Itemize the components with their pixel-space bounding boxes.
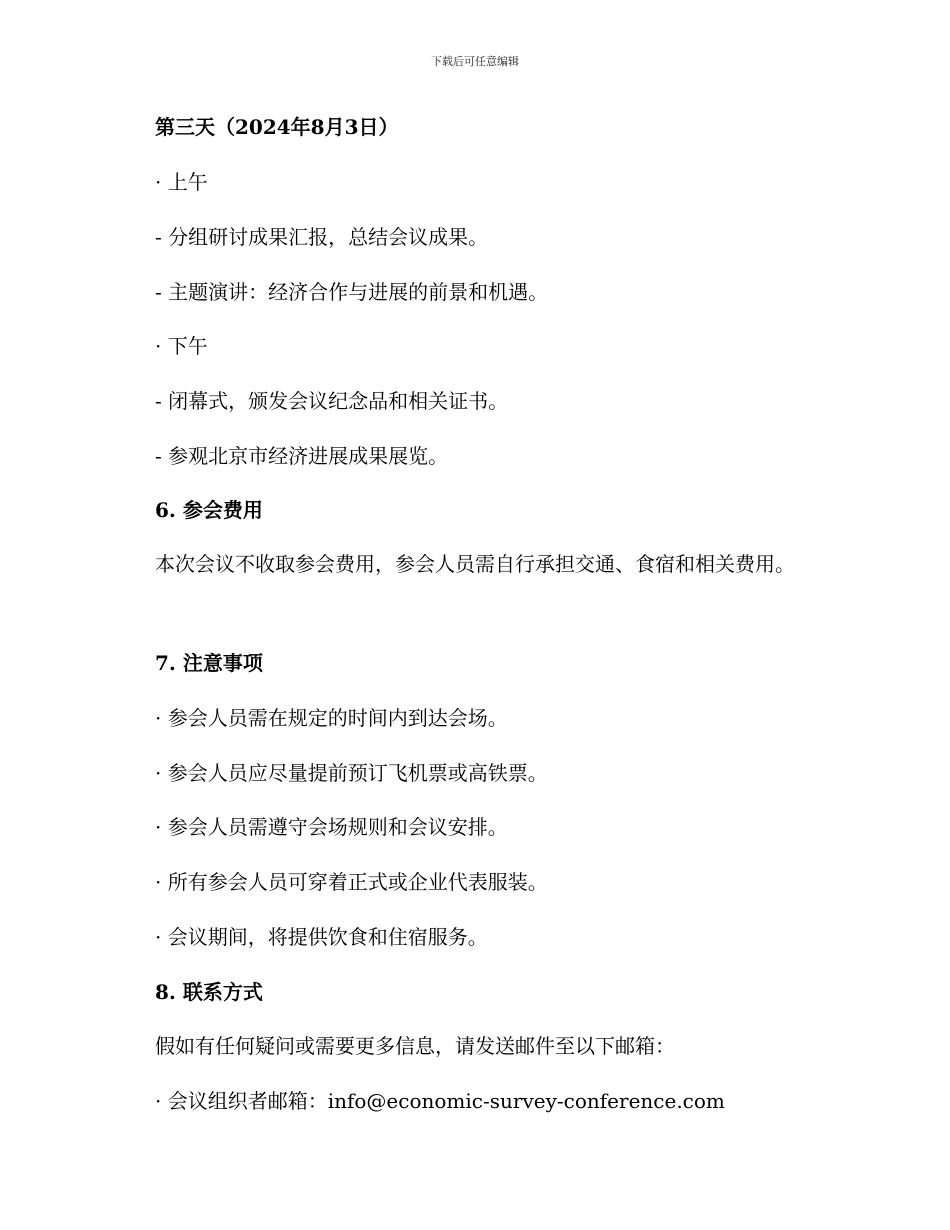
day3-title: 第三天（2024年8月3日） <box>155 115 399 139</box>
page-header: 下载后可任意编辑 <box>431 55 519 68</box>
list-item: · 参会人员需遵守会场规则和会议安排。 <box>155 815 508 839</box>
list-item: - 分组研讨成果汇报，总结会议成果。 <box>155 225 489 249</box>
contact-intro: 假如有任何疑问或需要更多信息，请发送邮件至以下邮箱： <box>155 1034 675 1058</box>
section-title-contact: 8. 联系方式 <box>155 980 263 1004</box>
section-title-fees: 6. 参会费用 <box>155 498 263 522</box>
list-item: - 参观北京市经济进展成果展览。 <box>155 444 449 468</box>
fees-body: 本次会议不收取参会费用，参会人员需自行承担交通、食宿和相关费用。 <box>155 552 795 576</box>
list-item: · 参会人员需在规定的时间内到达会场。 <box>155 706 508 730</box>
list-item: - 主题演讲：经济合作与进展的前景和机遇。 <box>155 280 549 304</box>
afternoon-label: · 下午 <box>155 334 208 358</box>
list-item: · 参会人员应尽量提前预订飞机票或高铁票。 <box>155 761 548 785</box>
list-item: - 闭幕式，颁发会议纪念品和相关证书。 <box>155 389 509 413</box>
list-item: · 所有参会人员可穿着正式或企业代表服装。 <box>155 870 548 894</box>
section-title-notes: 7. 注意事项 <box>155 651 263 675</box>
morning-label: · 上午 <box>155 170 208 194</box>
list-item: · 会议期间，将提供饮食和住宿服务。 <box>155 925 488 949</box>
contact-email: · 会议组织者邮箱：info@economic-survey-conference.com <box>155 1089 725 1113</box>
